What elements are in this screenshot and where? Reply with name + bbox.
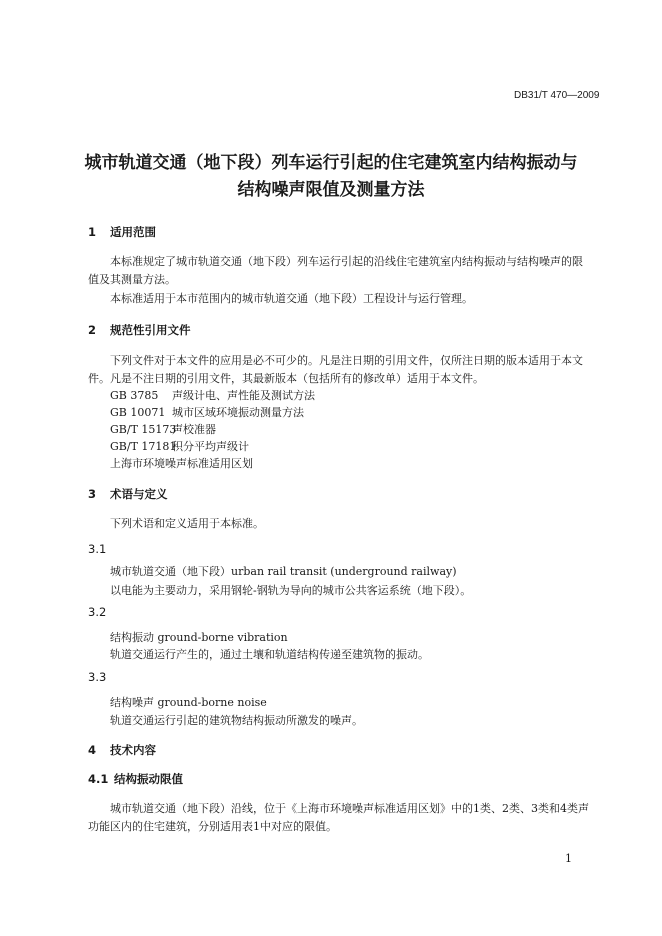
reference-title: 声校准器 xyxy=(172,423,216,436)
reference-code: GB 10071 xyxy=(110,406,166,419)
term-number: 3.2 xyxy=(88,605,107,619)
subsection-4-1-heading xyxy=(88,771,183,787)
term-number: 3.1 xyxy=(88,542,107,556)
term-definition: 以电能为主要动力，采用钢轮-钢轨为导向的城市公共客运系统（地下段）。 xyxy=(110,584,472,597)
paragraph-line: 本标准规定了城市轨道交通（地下段）列车运行引起的沿线住宅建筑室内结构振动与结构噪声的限 xyxy=(110,255,583,268)
section-number: 1 xyxy=(88,225,97,239)
paragraph-line: 值及其测量方法。 xyxy=(88,273,176,286)
term-number: 3.3 xyxy=(88,670,107,684)
reference-item xyxy=(110,421,216,437)
section-title: 规范性引用文件 xyxy=(110,323,191,337)
section-number: 3 xyxy=(88,487,97,501)
section-4-heading xyxy=(88,742,156,758)
term-definition: 轨道交通运行产生的，通过土壤和轨道结构传递至建筑物的振动。 xyxy=(110,648,429,661)
section-3-heading xyxy=(88,486,168,502)
reference-item xyxy=(110,404,304,420)
subsection-title: 结构振动限值 xyxy=(114,772,183,786)
title-line-2: 结构噪声限值及测量方法 xyxy=(237,180,425,200)
term-definition: 轨道交通运行引起的建筑物结构振动所激发的噪声。 xyxy=(110,714,363,727)
reference-title: 声级计电、声性能及测试方法 xyxy=(172,389,315,402)
page-number: 1 xyxy=(565,852,572,865)
reference-item xyxy=(110,438,249,454)
paragraph-line: 功能区内的住宅建筑，分别适用表1中对应的限值。 xyxy=(88,820,337,833)
reference-code: GB 3785 xyxy=(110,389,159,402)
paragraph-line: 本标准适用于本市范围内的城市轨道交通（地下段）工程设计与运行管理。 xyxy=(110,292,473,305)
section-number: 2 xyxy=(88,323,97,337)
paragraph-line: 下列文件对于本文件的应用是必不可少的。凡是注日期的引用文件，仅所注日期的版本适用于本文 xyxy=(110,354,583,367)
section-title: 术语与定义 xyxy=(110,487,168,501)
section-1-heading xyxy=(88,224,156,240)
reference-code: GB/T 17181 xyxy=(110,440,177,453)
reference-title: 城市区域环境振动测量方法 xyxy=(172,406,304,419)
document-number: DB31/T 470—2009 xyxy=(514,90,600,101)
reference-code: GB/T 15173 xyxy=(110,423,177,436)
reference-item: 上海市环境噪声标准适用区划 xyxy=(110,457,253,470)
section-title: 适用范围 xyxy=(110,225,156,239)
reference-item xyxy=(110,387,315,403)
paragraph-line: 城市轨道交通（地下段）沿线，位于《上海市环境噪声标准适用区划》中的1类、2类、3类和4类声 xyxy=(110,802,589,815)
term-name: 结构噪声 ground-borne noise xyxy=(110,696,267,709)
reference-title: 积分平均声级计 xyxy=(172,440,249,453)
subsection-number: 4.1 xyxy=(88,772,109,786)
paragraph-line: 下列术语和定义适用于本标准。 xyxy=(110,517,264,530)
term-name: 结构振动 ground-borne vibration xyxy=(110,631,288,644)
title-line-1: 城市轨道交通（地下段）列车运行引起的住宅建筑室内结构振动与 xyxy=(84,153,578,173)
section-2-heading xyxy=(88,322,191,338)
paragraph-line: 件。凡是不注日期的引用文件，其最新版本（包括所有的修改单）适用于本文件。 xyxy=(88,372,484,385)
term-name: 城市轨道交通（地下段）urban rail transit (underground railway) xyxy=(110,565,457,578)
section-title: 技术内容 xyxy=(110,743,156,757)
section-number: 4 xyxy=(88,743,97,757)
